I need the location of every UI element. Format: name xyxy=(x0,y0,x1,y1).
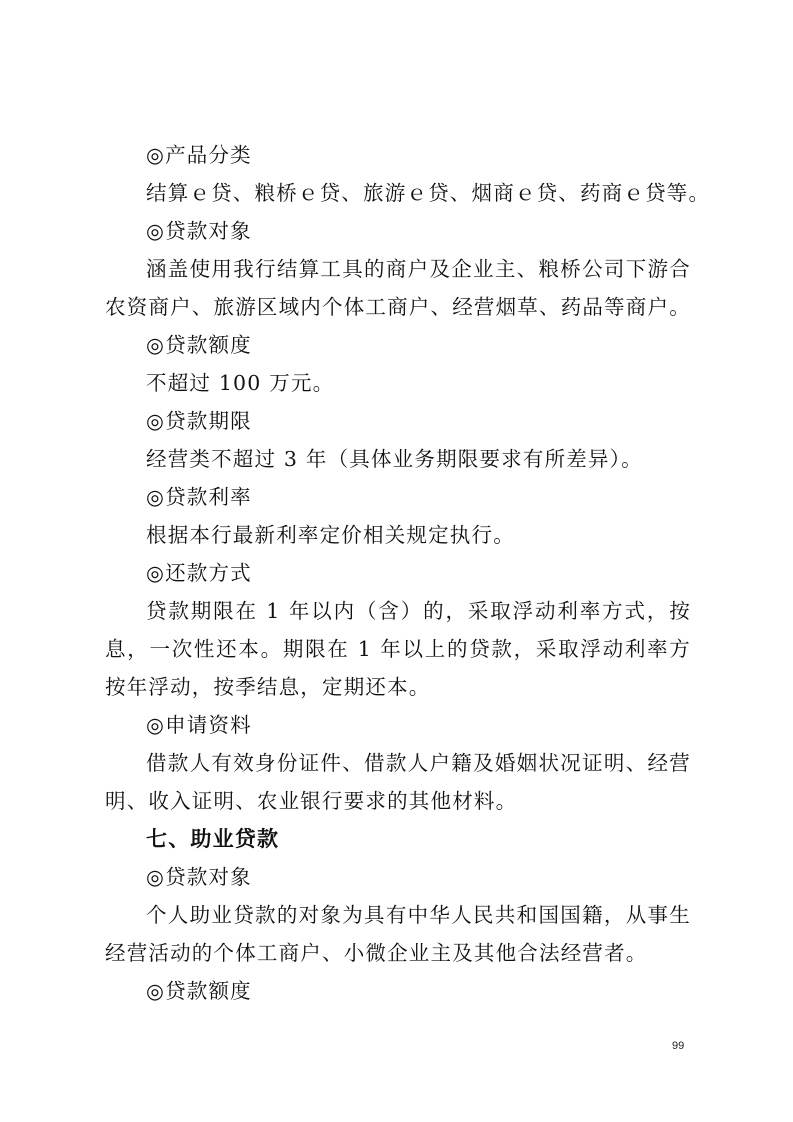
paragraph-application-materials-line-1: 借款人有效身份证件、借款人户籍及婚姻状况证明、经营 xyxy=(146,751,691,775)
section-label-product-category: ◎产品分类 xyxy=(146,143,252,167)
paragraph-application-materials-line-2: 明、收入证明、农业银行要求的其他材料。 xyxy=(105,789,518,813)
section-label-loan-target-2: ◎贷款对象 xyxy=(146,865,252,889)
paragraph-repayment-line-1: 贷款期限在 1 年以内（含）的，采取浮动利率方式，按 xyxy=(146,599,691,623)
section-label-repayment: ◎还款方式 xyxy=(146,561,252,585)
paragraph-loan-target-2-line-2: 经营活动的个体工商户、小微企业主及其他合法经营者。 xyxy=(105,941,648,965)
paragraph-product-category: 结算ｅ贷、粮桥ｅ贷、旅游ｅ贷、烟商ｅ贷、药商ｅ贷等。 xyxy=(146,181,711,205)
document-body xyxy=(105,136,711,1010)
section-label-loan-target: ◎贷款对象 xyxy=(146,219,252,243)
paragraph-repayment-line-3: 按年浮动，按季结息，定期还本。 xyxy=(105,675,431,699)
chapter-heading-business-loan: 七、助业贷款 xyxy=(146,827,280,851)
paragraph-repayment-line-2: 息，一次性还本。期限在 1 年以上的贷款，采取浮动利率方 xyxy=(105,637,691,661)
section-label-loan-term: ◎贷款期限 xyxy=(146,409,252,433)
paragraph-loan-term: 经营类不超过 3 年（具体业务期限要求有所差异）。 xyxy=(146,447,643,471)
paragraph-loan-target-2-line-1: 个人助业贷款的对象为具有中华人民共和国国籍，从事生 xyxy=(146,903,691,927)
paragraph-interest-rate: 根据本行最新利率定价相关规定执行。 xyxy=(146,523,515,547)
section-label-application-materials: ◎申请资料 xyxy=(146,713,252,737)
paragraph-loan-target-line-2: 农资商户、旅游区域内个体工商户、经营烟草、药品等商户。 xyxy=(105,295,691,319)
paragraph-loan-amount: 不超过 100 万元。 xyxy=(146,371,335,395)
section-label-loan-amount-2: ◎贷款额度 xyxy=(146,979,252,1003)
section-label-loan-amount: ◎贷款额度 xyxy=(146,333,252,357)
paragraph-loan-target-line-1: 涵盖使用我行结算工具的商户及企业主、粮桥公司下游合 xyxy=(146,257,691,281)
page-number: 99 xyxy=(672,1040,685,1052)
section-label-interest-rate: ◎贷款利率 xyxy=(146,485,252,509)
